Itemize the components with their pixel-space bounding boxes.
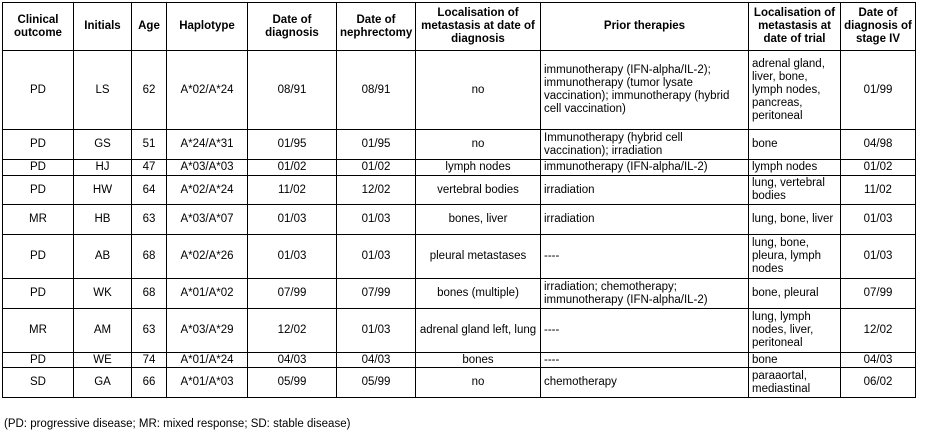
table-cell: 11/02: [841, 176, 916, 205]
table-cell: Immunotherapy (hybrid cell vaccination); irradiation: [541, 130, 749, 160]
table-cell: 01/99: [841, 51, 916, 130]
table-cell: adrenal gland, liver, bone, lymph nodes, pancreas, peritoneal: [749, 51, 841, 130]
patient-characteristics-table: [2, 2, 916, 398]
table-cell: 01/95: [337, 130, 416, 160]
table-cell: chemotherapy: [541, 368, 749, 398]
table-cell: 01/02: [248, 160, 337, 176]
table-cell: 07/99: [841, 279, 916, 309]
table-row: [3, 279, 916, 309]
table-cell: 01/02: [841, 160, 916, 176]
table-cell: ----: [541, 309, 749, 353]
table-cell: lung, vertebral bodies: [749, 176, 841, 205]
table-row: [3, 309, 916, 353]
table-cell: irradiation; chemotherapy; immunotherapy (IFN-alpha/IL-2): [541, 279, 749, 309]
table-cell: WK: [74, 279, 132, 309]
table-cell: A*02/A*24: [167, 176, 248, 205]
table-cell: A*01/A*24: [167, 353, 248, 368]
table-cell: AM: [74, 309, 132, 353]
table-cell: 01/03: [248, 235, 337, 279]
table-cell: A*03/A*03: [167, 160, 248, 176]
header-date-stage-iv: Date of diagnosis of stage IV: [841, 3, 916, 51]
table-row: [3, 368, 916, 398]
table-cell: 04/03: [337, 353, 416, 368]
table-cell: 08/91: [248, 51, 337, 130]
table-cell: 01/03: [337, 205, 416, 235]
table-cell: 64: [132, 176, 167, 205]
table-cell: HW: [74, 176, 132, 205]
table-row: [3, 353, 916, 368]
table-cell: 01/03: [337, 235, 416, 279]
table-cell: 12/02: [337, 176, 416, 205]
table-cell: 05/99: [337, 368, 416, 398]
table-cell: immunotherapy (IFN-alpha/IL-2): [541, 160, 749, 176]
table-cell: AB: [74, 235, 132, 279]
table-cell: SD: [3, 368, 74, 398]
table-cell: PD: [3, 51, 74, 130]
table-cell: 63: [132, 309, 167, 353]
table-cell: HB: [74, 205, 132, 235]
table-cell: 12/02: [248, 309, 337, 353]
table-cell: irradiation: [541, 205, 749, 235]
table-cell: 04/03: [248, 353, 337, 368]
table-cell: A*01/A*03: [167, 368, 248, 398]
table-cell: PD: [3, 176, 74, 205]
table-cell: bones, liver: [416, 205, 541, 235]
table-cell: A*24/A*31: [167, 130, 248, 160]
header-clinical-outcome: Clinical outcome: [3, 3, 74, 51]
table-cell: A*02/A*24: [167, 51, 248, 130]
table-cell: 01/03: [841, 205, 916, 235]
footnote: (PD: progressive disease; MR: mixed response; SD: stable disease): [4, 418, 351, 430]
table-cell: MR: [3, 205, 74, 235]
table-cell: 01/02: [337, 160, 416, 176]
table-cell: 11/02: [248, 176, 337, 205]
header-haplotype: Haplotype: [167, 3, 248, 51]
table-cell: bone: [749, 130, 841, 160]
header-metastasis-at-trial: Localisation of metastasis at date of trial: [749, 3, 841, 51]
table-cell: 07/99: [248, 279, 337, 309]
table-row: [3, 51, 916, 130]
table-cell: WE: [74, 353, 132, 368]
table-cell: PD: [3, 130, 74, 160]
table-cell: MR: [3, 309, 74, 353]
table-cell: 08/91: [337, 51, 416, 130]
table-cell: 63: [132, 205, 167, 235]
table-cell: GS: [74, 130, 132, 160]
table-cell: 68: [132, 235, 167, 279]
table-cell: ----: [541, 235, 749, 279]
header-initials: Initials: [74, 3, 132, 51]
table-cell: pleural metastases: [416, 235, 541, 279]
table-cell: A*03/A*07: [167, 205, 248, 235]
table-cell: paraaortal, mediastinal: [749, 368, 841, 398]
table-cell: bone, pleural: [749, 279, 841, 309]
table-cell: 07/99: [337, 279, 416, 309]
table-cell: no: [416, 130, 541, 160]
table-cell: GA: [74, 368, 132, 398]
table-cell: 66: [132, 368, 167, 398]
table-cell: lung, bone, liver: [749, 205, 841, 235]
header-date-of-nephrectomy: Date of nephrectomy: [337, 3, 416, 51]
table-cell: lung, lymph nodes, liver, peritoneal: [749, 309, 841, 353]
table-cell: 01/03: [248, 205, 337, 235]
table-cell: bone: [749, 353, 841, 368]
table-cell: 68: [132, 279, 167, 309]
table-cell: PD: [3, 353, 74, 368]
table-cell: PD: [3, 160, 74, 176]
table-cell: 04/03: [841, 353, 916, 368]
table-cell: LS: [74, 51, 132, 130]
table-cell: bones: [416, 353, 541, 368]
table-row: [3, 235, 916, 279]
table-cell: HJ: [74, 160, 132, 176]
table-cell: 01/95: [248, 130, 337, 160]
table-cell: A*02/A*26: [167, 235, 248, 279]
table-cell: lung, bone, pleura, lymph nodes: [749, 235, 841, 279]
header-prior-therapies: Prior therapies: [541, 3, 749, 51]
table-row: [3, 160, 916, 176]
table-cell: irradiation: [541, 176, 749, 205]
table-cell: lymph nodes: [416, 160, 541, 176]
table-row: [3, 130, 916, 160]
table-cell: lymph nodes: [749, 160, 841, 176]
table-cell: 62: [132, 51, 167, 130]
patient-table-container: [2, 2, 916, 398]
table-cell: 47: [132, 160, 167, 176]
table-cell: A*03/A*29: [167, 309, 248, 353]
table-cell: 51: [132, 130, 167, 160]
header-age: Age: [132, 3, 167, 51]
header-metastasis-at-diagnosis: Localisation of metastasis at date of diagnosis: [416, 3, 541, 51]
table-cell: ----: [541, 353, 749, 368]
table-cell: 01/03: [337, 309, 416, 353]
table-body: [3, 51, 916, 398]
table-row: [3, 205, 916, 235]
table-cell: 74: [132, 353, 167, 368]
table-cell: immunotherapy (IFN-alpha/IL-2); immunotherapy (tumor lysate vaccination); immunotherapy (hybrid cell vaccination): [541, 51, 749, 130]
header-date-of-diagnosis: Date of diagnosis: [248, 3, 337, 51]
table-row: [3, 176, 916, 205]
table-cell: A*01/A*02: [167, 279, 248, 309]
table-cell: no: [416, 51, 541, 130]
table-cell: 12/02: [841, 309, 916, 353]
table-cell: 06/02: [841, 368, 916, 398]
table-cell: PD: [3, 279, 74, 309]
table-cell: no: [416, 368, 541, 398]
table-cell: bones (multiple): [416, 279, 541, 309]
table-cell: 04/98: [841, 130, 916, 160]
table-cell: 01/03: [841, 235, 916, 279]
table-header-row: [3, 3, 916, 51]
table-cell: 05/99: [248, 368, 337, 398]
table-cell: vertebral bodies: [416, 176, 541, 205]
table-cell: PD: [3, 235, 74, 279]
table-cell: adrenal gland left, lung: [416, 309, 541, 353]
